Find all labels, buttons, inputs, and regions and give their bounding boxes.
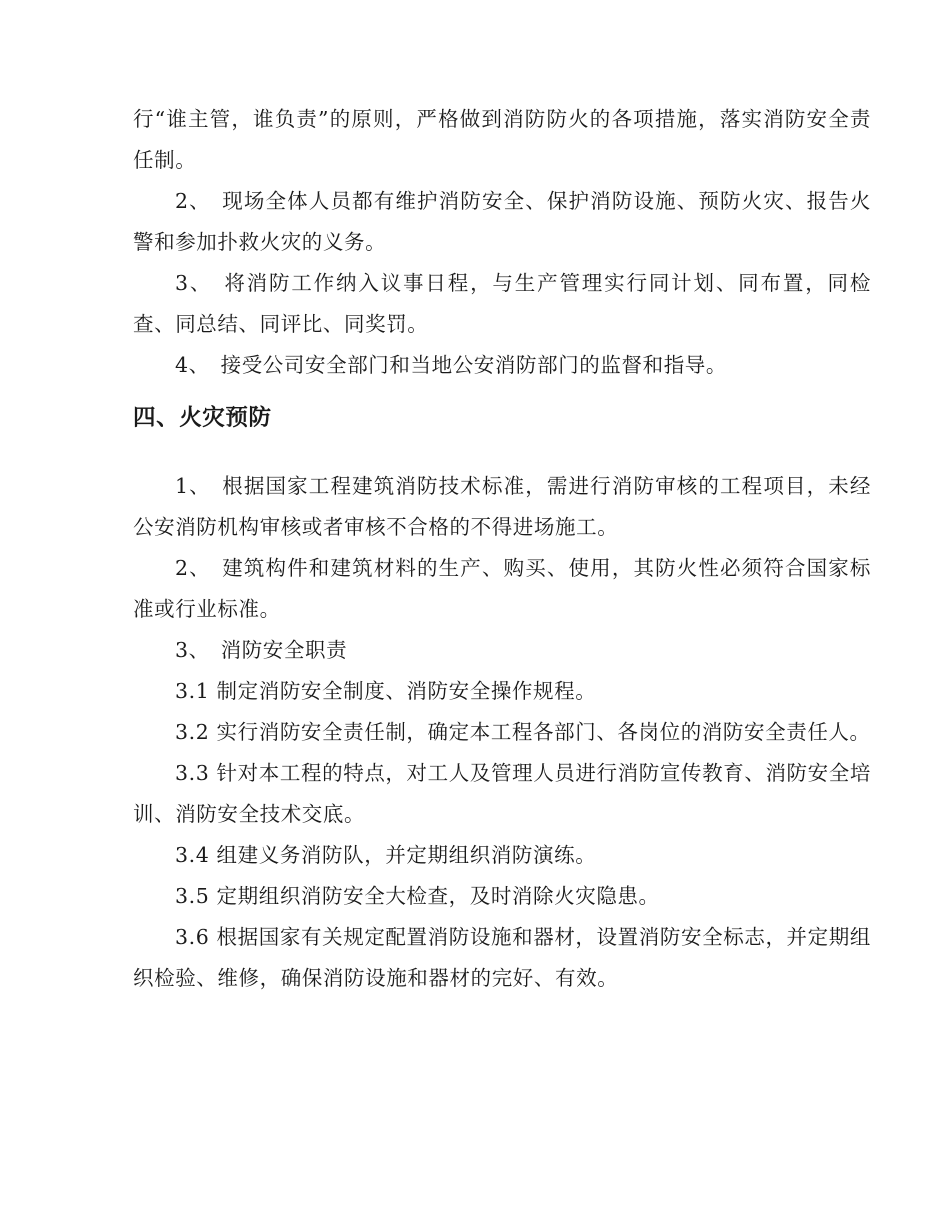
section-heading: 四、火灾预防	[133, 405, 272, 431]
document-body	[133, 99, 871, 999]
paragraph-item-2: 2、 现场全体人员都有维护消防安全、保护消防设施、预防火灾、报告火警和参加扑救火灾的义务。	[133, 189, 871, 254]
paragraph-duty-3-6: 3.6 根据国家有关规定配置消防设施和器材，设置消防安全标志，并定期组织检验、维修，确保消防设施和器材的完好、有效。	[133, 925, 871, 990]
paragraph-duty-3-4: 3.4 组建义务消防队，并定期组织消防演练。	[175, 843, 597, 867]
paragraph-prevention-3: 3、 消防安全职责	[175, 638, 348, 662]
paragraph-duty-3-3: 3.3 针对本工程的特点，对工人及管理人员进行消防宣传教育、消防安全培训、消防安全技术交底。	[133, 761, 871, 826]
paragraph-duty-3-1: 3.1 制定消防安全制度、消防安全操作规程。	[175, 679, 597, 703]
paragraph-item-4: 4、 接受公司安全部门和当地公安消防部门的监督和指导。	[175, 353, 727, 377]
paragraph-continuation: 行“谁主管，谁负责”的原则，严格做到消防防火的各项措施，落实消防安全责任制。	[133, 107, 871, 172]
paragraph-duty-3-5: 3.5 定期组织消防安全大检查，及时消除火灾隐患。	[175, 884, 660, 908]
paragraph-duty-3-2: 3.2 实行消防安全责任制，确定本工程各部门、各岗位的消防安全责任人。	[175, 720, 871, 744]
paragraph-prevention-2: 2、 建筑构件和建筑材料的生产、购买、使用，其防火性必须符合国家标准或行业标准。	[133, 556, 871, 621]
paragraph-item-3: 3、 将消防工作纳入议事日程，与生产管理实行同计划、同布置，同检查、同总结、同评比、同奖罚。	[133, 271, 871, 336]
paragraph-prevention-1: 1、 根据国家工程建筑消防技术标准，需进行消防审核的工程项目，未经公安消防机构审核或者审核不合格的不得进场施工。	[133, 474, 871, 539]
